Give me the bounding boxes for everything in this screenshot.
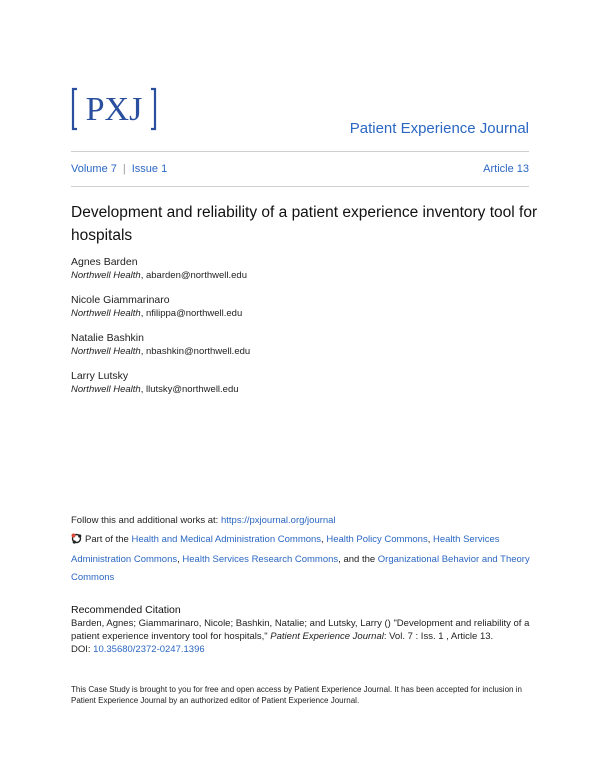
volume-link[interactable]: Volume 7	[71, 163, 117, 175]
journal-url-link[interactable]: https://pxjournal.org/journal	[220, 515, 336, 526]
recommended-citation	[71, 603, 535, 656]
author-affiliation: Northwell Health, nfilippa@northwell.edu	[71, 308, 243, 319]
doi-link[interactable]: 10.35680/2372-0247.1396	[93, 644, 205, 655]
author-list	[71, 255, 531, 407]
commons-link[interactable]: Organizational Behavior and Theory Commons	[71, 554, 530, 583]
author-email[interactable]: nfilippa@northwell.edu	[145, 308, 243, 319]
header-divider-top	[71, 151, 529, 152]
author-entry	[71, 369, 531, 396]
follow-prefix: Follow this and additional works at:	[71, 515, 221, 526]
author-entry	[71, 331, 531, 358]
author-entry	[71, 293, 531, 320]
citation-body: Barden, Agnes; Giammarinaro, Nicole; Bashkin, Natalie; and Lutsky, Larry () "Development and reliability of a patient experience inventory tool for hospitals," Patient Experience Journal: Vol. 7 : Iss. 1 , Article 13. DOI: 10.35680/2372-0247.1396	[71, 618, 530, 655]
author-name: Natalie Bashkin	[71, 332, 144, 344]
issue-link[interactable]: Issue 1	[131, 163, 168, 175]
open-access-note: This Case Study is brought to you for free and open access by Patient Experience Journal. It has been accepted for inclusion in Patient Experience Journal by an authorized editor of Patient Experience Journal.	[71, 685, 522, 705]
commons-link[interactable]: Health Policy Commons	[326, 534, 428, 545]
part-of-prefix: Part of the	[85, 534, 132, 545]
author-entry	[71, 255, 531, 282]
author-affiliation: Northwell Health, nbashkin@northwell.edu	[71, 346, 251, 357]
network-icon	[71, 533, 82, 551]
part-of-commons: Part of the Health and Medical Administration Commons, Health Policy Commons, Health Services Administration Commons, Health Services Research Commons, and the Organizational Behavior and Theory Commons	[71, 534, 530, 583]
header-divider-bottom	[71, 186, 529, 187]
issue-meta-row	[71, 163, 529, 175]
pxj-logo-icon	[71, 86, 157, 132]
citation-journal: Patient Experience Journal	[270, 631, 384, 642]
citation-heading: Recommended Citation	[71, 604, 181, 616]
volume-issue	[71, 163, 167, 175]
author-email[interactable]: abarden@northwell.edu	[145, 270, 248, 281]
logo-lettering: PXJ	[85, 91, 143, 128]
journal-logo[interactable]	[71, 86, 157, 132]
author-affiliation: Northwell Health, abarden@northwell.edu	[71, 270, 248, 281]
author-name: Agnes Barden	[71, 256, 138, 268]
meta-separator: |	[122, 163, 126, 175]
journal-title-link[interactable]: Patient Experience Journal	[349, 120, 529, 137]
article-number-link[interactable]: Article 13	[483, 163, 529, 175]
author-name: Nicole Giammarinaro	[71, 294, 170, 306]
commons-link[interactable]: Health Services Research Commons	[182, 554, 339, 565]
author-affiliation: Northwell Health, llutsky@northwell.edu	[71, 384, 239, 395]
author-name: Larry Lutsky	[71, 370, 129, 382]
follow-line	[71, 515, 336, 526]
paper-title: Development and reliability of a patient experience inventory tool for hospitals	[71, 204, 538, 244]
author-email[interactable]: nbashkin@northwell.edu	[145, 346, 251, 357]
author-email[interactable]: llutsky@northwell.edu	[145, 384, 239, 395]
commons-link[interactable]: Health Services Administration Commons	[71, 534, 500, 565]
commons-link[interactable]: Health and Medical Administration Commons	[131, 534, 322, 545]
